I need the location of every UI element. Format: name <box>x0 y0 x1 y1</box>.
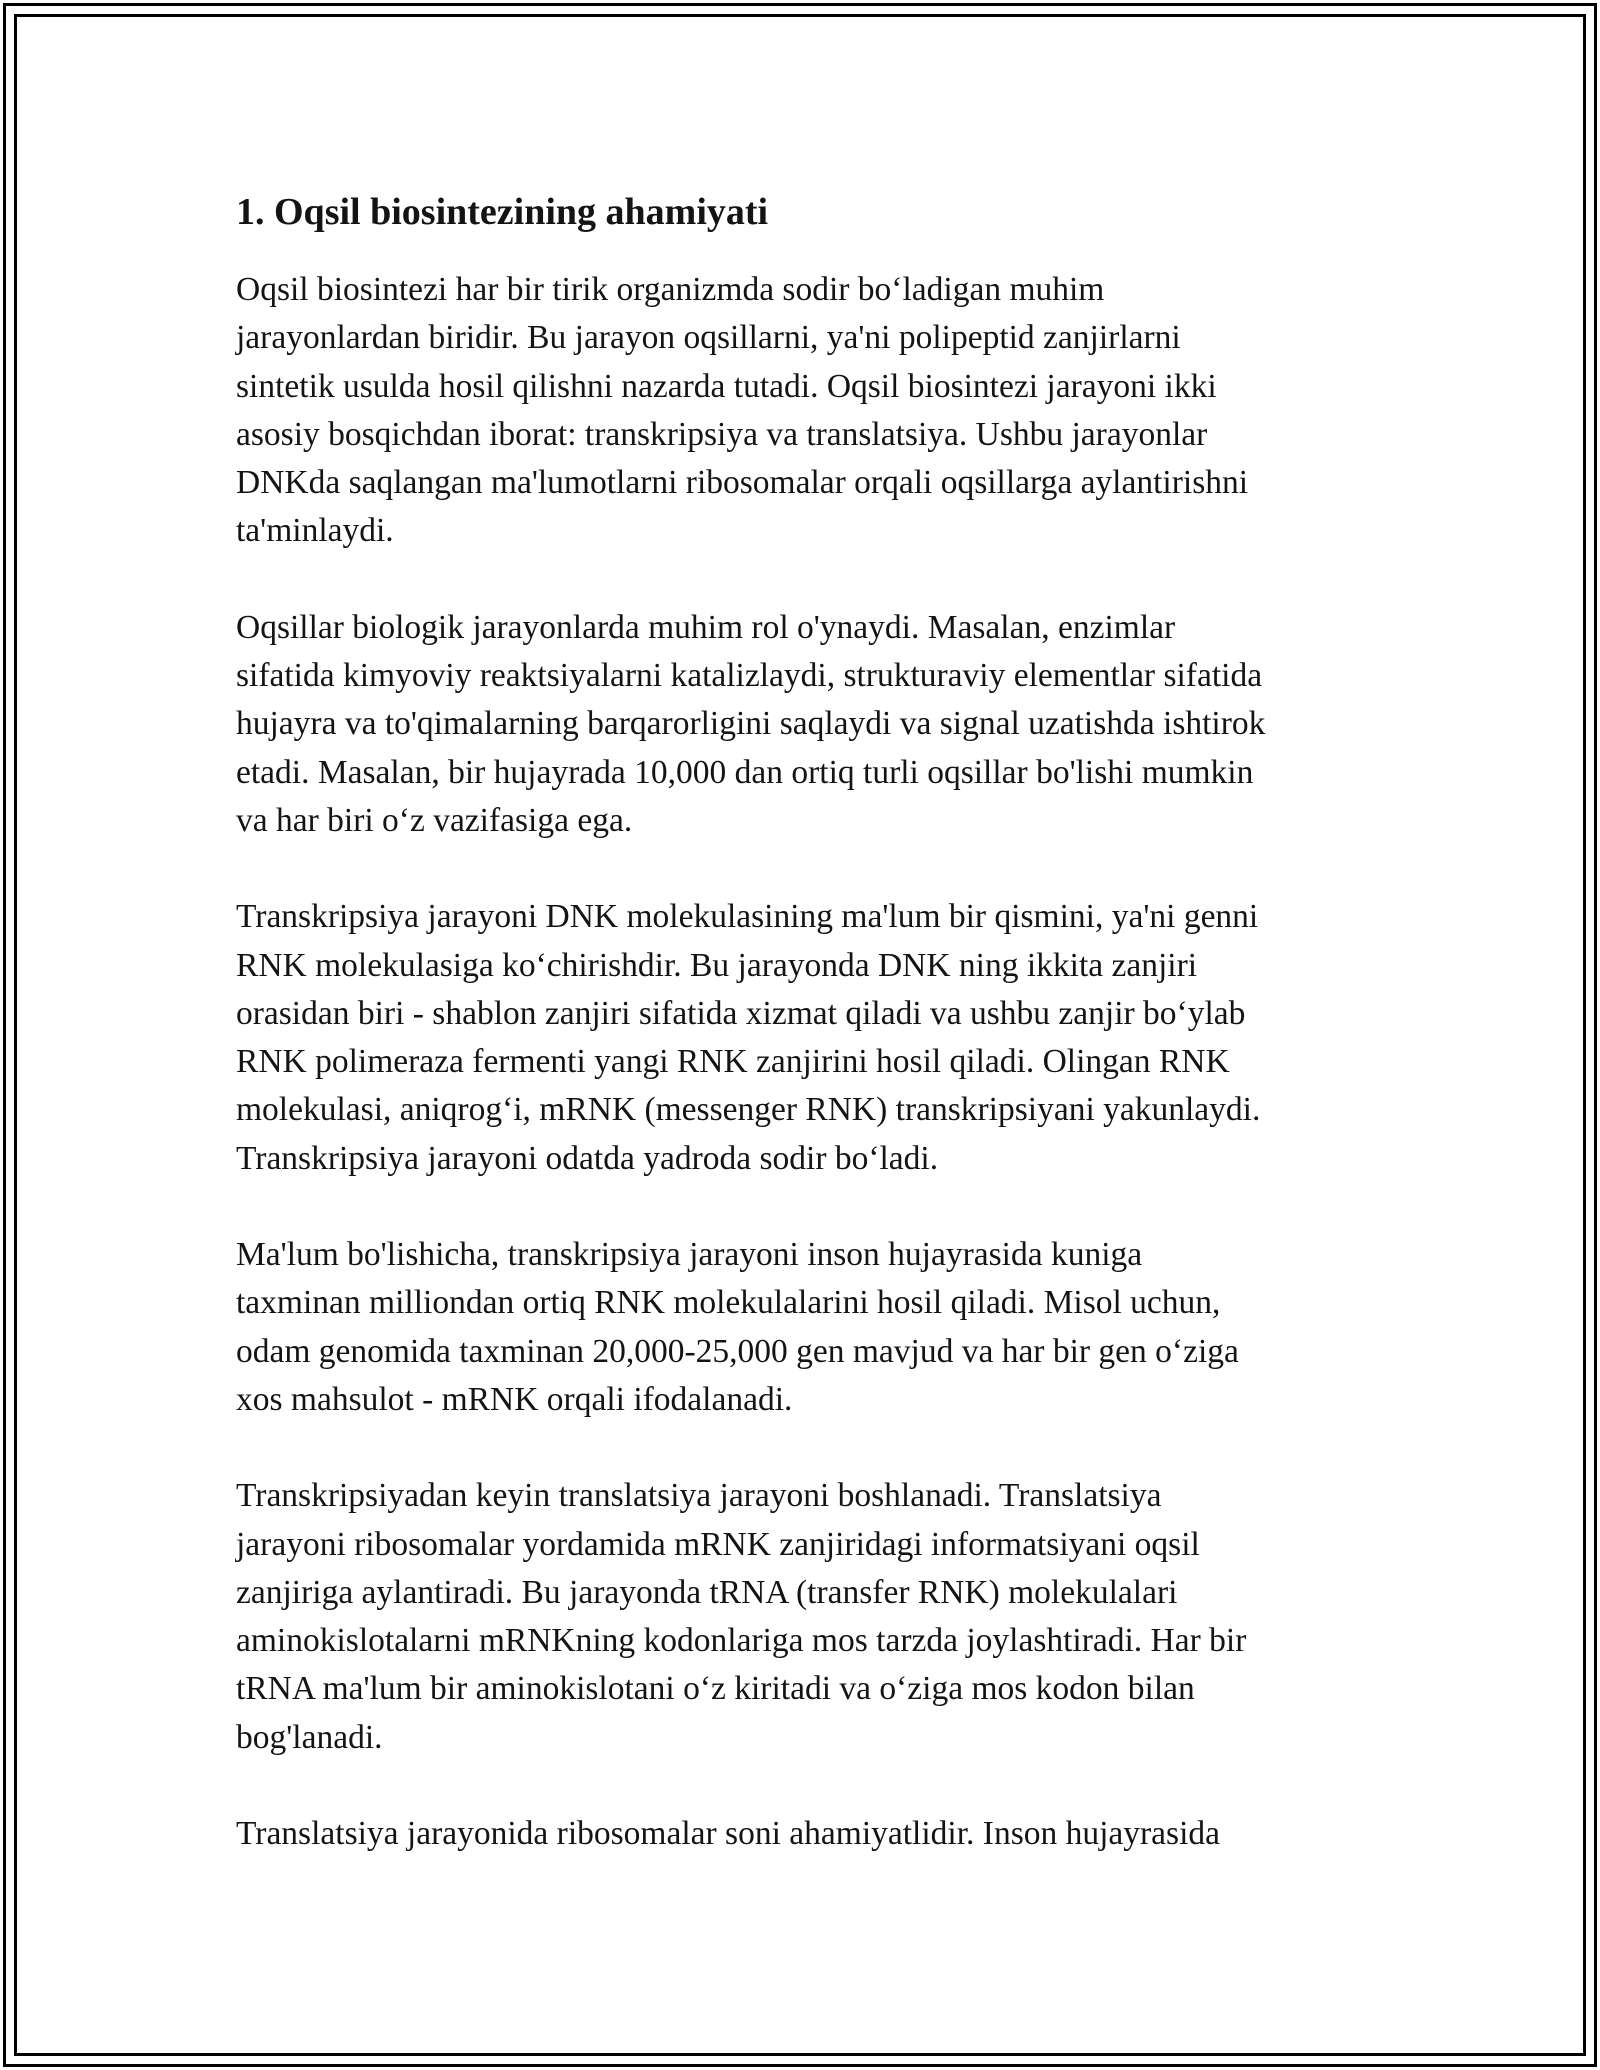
paragraph-line: hujayra va to'qimalarning barqarorligini saqlaydi va signal uzatishda ishtirok <box>236 705 1266 743</box>
paragraph <box>236 266 1386 556</box>
paragraph-line: molekulasi, aniqrog‘i, mRNK (messenger RNK) transkripsiyani yakunlaydi. <box>236 1091 1261 1129</box>
paragraph-line: Transkripsiya jarayoni odatda yadroda sodir bo‘ladi. <box>236 1139 939 1177</box>
paragraph-line: va har biri o‘z vazifasiga ega. <box>236 801 633 839</box>
paragraph <box>236 1231 1386 1424</box>
paragraph-line: Transkripsiyadan keyin translatsiya jarayoni boshlanadi. Translatsiya <box>236 1477 1162 1515</box>
paragraph-line: sifatida kimyoviy reaktsiyalarni katalizlaydi, strukturaviy elementlar sifatida <box>236 657 1263 695</box>
paragraph-list <box>236 266 1386 1858</box>
paragraph-line: asosiy bosqichdan iborat: transkripsiya va translatsiya. Ushbu jarayonlar <box>236 415 1208 453</box>
paragraph <box>236 1472 1386 1762</box>
paragraph-line: RNK polimeraza fermenti yangi RNK zanjirini hosil qiladi. Olingan RNK <box>236 1043 1230 1081</box>
paragraph-line: etadi. Masalan, bir hujayrada 10,000 dan ortiq turli oqsillar bo'lishi mumkin <box>236 753 1254 791</box>
paragraph-line: bog'lanadi. <box>236 1718 383 1756</box>
document-body <box>236 188 1386 1906</box>
paragraph-line: tRNA ma'lum bir aminokislotani o‘z kiritadi va o‘ziga mos kodon bilan <box>236 1670 1195 1708</box>
paragraph-line: jarayonlardan biridir. Bu jarayon oqsillarni, ya'ni polipeptid zanjirlarni <box>236 319 1181 357</box>
paragraph-line: sintetik usulda hosil qilishni nazarda tutadi. Oqsil biosintezi jarayoni ikki <box>236 367 1217 405</box>
paragraph-line: Oqsillar biologik jarayonlarda muhim rol o'ynaydi. Masalan, enzimlar <box>236 608 1176 646</box>
paragraph-line: Transkripsiya jarayoni DNK molekulasining ma'lum bir qismini, ya'ni genni <box>236 898 1259 936</box>
paragraph-line: jarayoni ribosomalar yordamida mRNK zanjiridagi informatsiyani oqsil <box>236 1525 1200 1563</box>
paragraph <box>236 604 1386 845</box>
paragraph-line: odam genomida taxminan 20,000-25,000 gen mavjud va har bir gen o‘ziga <box>236 1332 1239 1370</box>
paragraph-line: ta'minlaydi. <box>236 512 394 550</box>
paragraph <box>236 1810 1386 1858</box>
paragraph <box>236 893 1386 1183</box>
paragraph-line: aminokislotalarni mRNKning kodonlariga mos tarzda joylashtiradi. Har bir <box>236 1622 1247 1660</box>
paragraph-line: orasidan biri - shablon zanjiri sifatida xizmat qiladi va ushbu zanjir bo‘ylab <box>236 994 1246 1032</box>
paragraph-line: Translatsiya jarayonida ribosomalar soni ahamiyatlidir. Inson hujayrasida <box>236 1815 1221 1853</box>
paragraph-line: DNKda saqlangan ma'lumotlarni ribosomalar orqali oqsillarga aylantirishni <box>236 464 1249 502</box>
paragraph-line: Ma'lum bo'lishicha, transkripsiya jarayoni inson hujayrasida kuniga <box>236 1236 1143 1274</box>
section-heading: 1. Oqsil biosintezining ahamiyati <box>236 191 769 233</box>
paragraph-line: Oqsil biosintezi har bir tirik organizmda sodir bo‘ladigan muhim <box>236 271 1105 308</box>
paragraph-line: xos mahsulot - mRNK orqali ifodalanadi. <box>236 1380 793 1418</box>
paragraph-line: zanjiriga aylantiradi. Bu jarayonda tRNA (transfer RNK) molekulalari <box>236 1573 1178 1611</box>
paragraph-line: RNK molekulasiga ko‘chirishdir. Bu jarayonda DNK ning ikkita zanjiri <box>236 946 1198 984</box>
paragraph-line: taxminan milliondan ortiq RNK molekulalarini hosil qiladi. Misol uchun, <box>236 1284 1221 1322</box>
